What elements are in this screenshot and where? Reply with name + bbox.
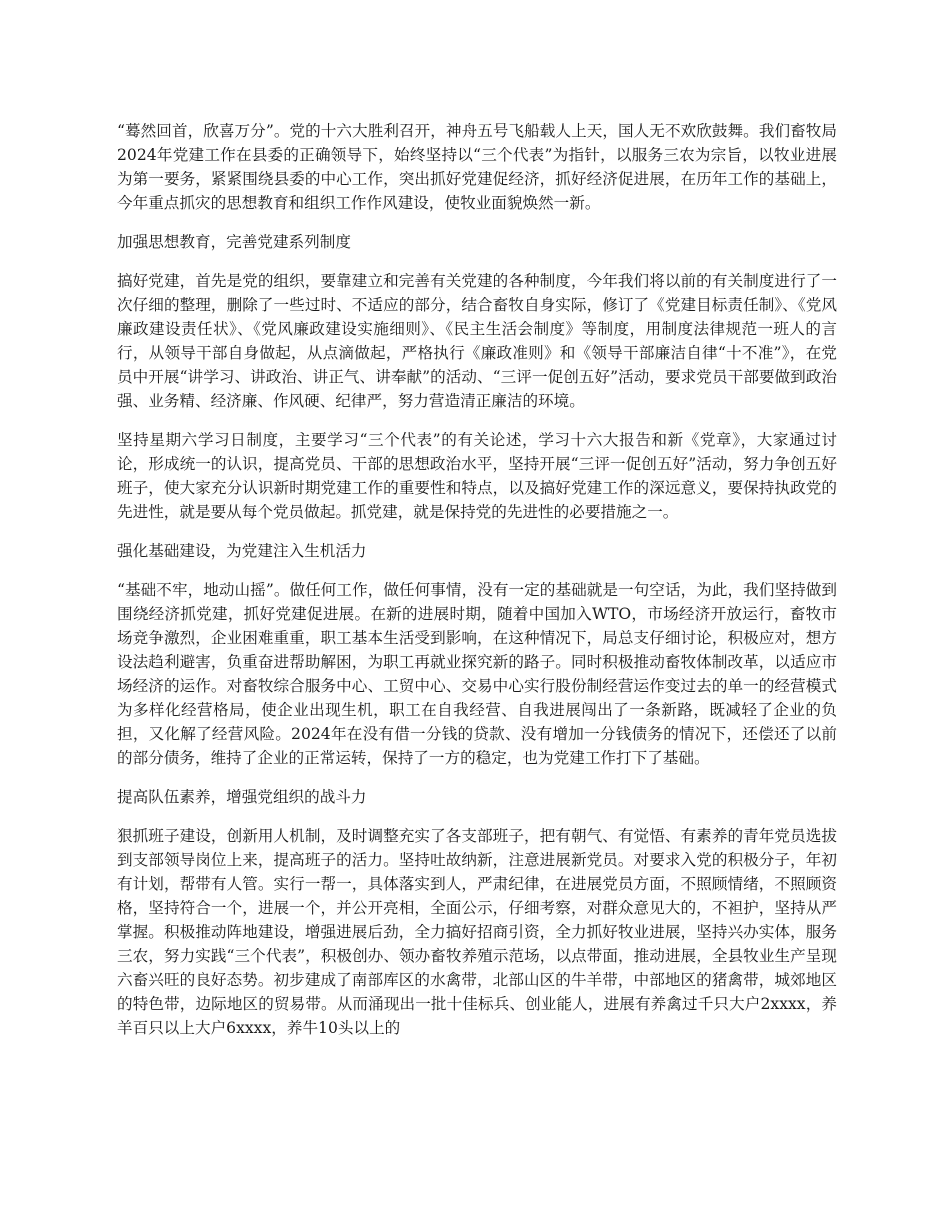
paragraph-system-building: 搞好党建，首先是党的组织，要靠建立和完善有关党建的各种制度，今年我们将以前的有关制度进行了一次仔细的整理，删除了一些过时、不适应的部分，结合畜牧自身实际，修订了《党建目标责任制》、《党风廉政建设责任状》、《党风廉政建设实施细则》、《民主生活会制度》等制度，用制度法律规范一班人的言行，从领导干部自身做起，从点滴做起，严格执行《廉政准则》和《领导干部廉洁自律“十不准”》，在党员中开展“讲学习、讲政治、讲正气、讲奉献”的活动、“三评一促创五好”活动，要求党员干部要做到政治强、业务精、经济廉、作风硬、纪律严，努力营造清正廉洁的环境。 <box>117 272 837 410</box>
paragraph-foundation: “基础不牢，地动山摇”。做任何工作，做任何事情，没有一定的基础就是一句空话，为此，我们坚持做到围绕经济抓党建，抓好党建促进展。在新的进展时期，随着中国加入WTO，市场经济开放运行，畜牧市场竞争激烈，企业困难重重，职工基本生活受到影响，在这种情况下，局总支仔细讨论，积极应对，想方设法趋利避害，负重奋进帮助解困，为职工再就业探究新的路子。同时积极推动畜牧体制改革，以适应市场经济的运作。对畜牧综合服务中心、工贸中心、交易中心实行股份制经营运作变过去的单一的经营模式为多样化经营格局，使企业出现生机，职工在自我经营、自我进展闯出了一条新路，既减轻了企业的负担，又化解了经营风险。2024年在没有借一分钱的贷款、没有增加一分钱债务的情况下，还偿还了以前的部分债务，维持了企业的正常运转，保持了一方的稳定，也为党建工作打下了基础。 <box>117 581 837 767</box>
section-heading-foundation: 强化基础建设，为党建注入生机活力 <box>117 542 367 560</box>
intro-paragraph: “蓦然回首，欣喜万分”。党的十六大胜利召开，神舟五号飞船载人上天，国人无不欢欣鼓舞。我们畜牧局2024年党建工作在县委的正确领导下，始终坚持以“三个代表”为指针，以服务三农为宗旨，以牧业进展为第一要务，紧紧围绕县委的中心工作，突出抓好党建促经济，抓好经济促进展，在历年工作的基础上，今年重点抓灾的思想教育和组织工作作风建设，使牧业面貌焕然一新。 <box>117 122 837 212</box>
section-heading-education: 加强思想教育，完善党建系列制度 <box>117 233 351 251</box>
document-body <box>117 119 837 1055</box>
paragraph-study-day: 坚持星期六学习日制度，主要学习“三个代表”的有关论述，学习十六大报告和新《党章》，大家通过讨论，形成统一的认识，提高党员、干部的思想政治水平，坚持开展“三评一促创五好”活动，努力争创五好班子，使大家充分认识新时期党建工作的重要性和特点，以及搞好党建工作的深远意义，要保持执政党的先进性，就是要从每个党员做起。抓党建，就是保持党的先进性的必要措施之一。 <box>117 431 837 521</box>
paragraph-team-building: 狠抓班子建设，创新用人机制，及时调整充实了各支部班子，把有朝气、有觉悟、有素养的青年党员选拔到支部领导岗位上来，提高班子的活力。坚持吐故纳新，注意进展新党员。对要求入党的积极分子，年初有计划，帮带有人管。实行一帮一，具体落实到人，严肃纪律，在进展党员方面，不照顾情绪，不照顾资格，坚持符合一个，进展一个，并公开亮相，全面公示，仔细考察，对群众意见大的，不袒护，坚持从严掌握。积极推动阵地建设，增强进展后劲，全力搞好招商引资，全力抓好牧业进展，坚持兴办实体，服务三农，努力实践“三个代表”，积极创办、领办畜牧养殖示范场，以点带面，推动进展，全县牧业生产呈现六畜兴旺的良好态势。初步建成了南部库区的水禽带，北部山区的牛羊带，中部地区的猪禽带，城郊地区的特色带，边际地区的贸易带。从而涌现出一批十佳标兵、创业能人，进展有养禽过千只大户2xxxx，养羊百只以上大户6xxxx，养牛10头以上的 <box>117 827 837 1037</box>
section-heading-team-quality: 提高队伍素养，增强党组织的战斗力 <box>117 788 367 806</box>
